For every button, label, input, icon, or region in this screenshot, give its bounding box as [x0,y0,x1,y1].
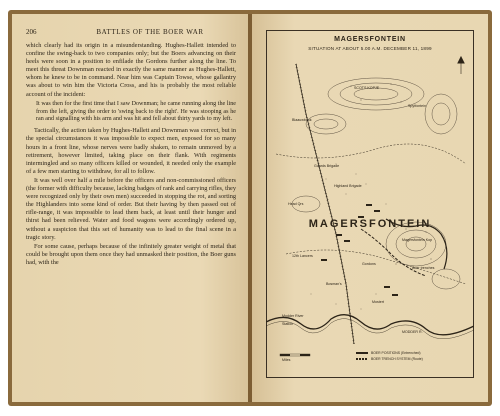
north-arrow-icon [458,57,464,74]
legend-solid-swatch [356,352,368,354]
map-place-name: MAGERSFONTEIN [308,218,432,230]
map-label-lancers: 12th Lancers [292,254,313,258]
running-head [26,28,234,38]
map-legend [356,350,423,362]
open-book [8,10,492,406]
page-text [26,42,236,267]
legend-row [356,356,423,362]
paragraph: For some cause, perhaps because of the infinitely greater weight of metal that could be brought upon them once they had unmasked their position, the Boer guns had, with the [26,242,236,266]
scale-label: Miles [282,358,291,362]
page-number: 206 [26,28,37,36]
map-label-modder-r: MODDER R. [402,330,423,334]
legend-label: BOER TRENCH SYSTEM (Route) [371,357,423,361]
legend-dashed-swatch [356,358,368,360]
map-label-highland-brigade: Highland Brigade [334,184,362,188]
map-label-mostert: Mostert [372,300,384,304]
map-label-spytfontein: Spytfontein [408,104,426,108]
paragraph: Tactically, the action taken by Hughes-Hallett and Downman was correct, but in the special circumstances it was impossible to expect men, exposed for so many hours in a front line, whose nerves were badly shaken, to remain unmoved by a retirement, however limited, taking place on their flank. With regiments intermingled and so many officers killed or wounded, it needed only the example of a few men starting to withdraw, for all to follow. [26,127,236,175]
map-title: MAGERSFONTEIN [334,36,406,43]
map-label-magersfontein-kop: Magersfontein Kop [402,238,433,242]
map-label-modder-river: Modder River [282,314,304,318]
quotation: It was then for the first time that I saw Downman; he came running along the line from the left, giving the order to 'swing back to the right'. He was stooping as he ran and signalling with his arm and was hit and fell about thirty yards to my left. [36,100,236,123]
map-subtitle: SITUATION AT ABOUT 5.00 A.M. DECEMBER 11, 1899 [308,46,432,51]
paragraph: It was well over half a mile before the officers and non-commissioned officers (the former with difficulty because, lacking badges of rank and carrying rifles, they were recognized only by their own men) succeeded in stopping the rot, and sorting the Highlanders into some kind of order. But their having by then passed out of rifle-range, it was impossible to lead them back, at least until their hunger and thirst had been relieved. Water and food wagons were accordingly ordered up, without a suspicion that this set of humanity was to lead to the final scene in a tragic story. [26,176,236,241]
right-page [252,14,488,402]
map-label-gordons: Gordons [362,262,376,266]
railway-line [296,64,354,344]
terrain-stipple [311,83,435,309]
map-label-guards-brigade: Guards Brigade [314,164,340,168]
road [276,144,466,164]
left-page [12,14,248,402]
legend-label: BOER POSITIONS (Entrenched) [371,351,421,355]
paragraph: which clearly had its origin in a misunderstanding. Hughes-Hallett intended to confine the swing-back to two companies only; but the Boers advancing on their heels were soon in a position to enfilade the Gordons further along the line. To meet this threat Downman reacted in exactly the same manner as Hughes-Hallett, whom he knew to be in command. Near him was Captain Towse, whose gallantry was about to win him the Victoria Cross, and his is probably the most reliable account of the incident: [26,42,236,98]
map-label-boer-trenches: Boer trenches [412,266,435,270]
scale-bar [280,354,310,356]
battle-map [266,54,474,374]
road [286,250,466,284]
map-label-bosman: Bosman's [326,282,342,286]
map-label-headquarters: Head Qrs [288,202,304,206]
map-label-blaauwbank: Blaauwbank [292,118,312,122]
running-title: BATTLES OF THE BOER WAR [96,28,204,36]
map-label-scots-kopje: SCOTS KOPJE [354,86,380,90]
hill-contours [292,78,460,289]
map-label-station: Station [282,322,294,326]
